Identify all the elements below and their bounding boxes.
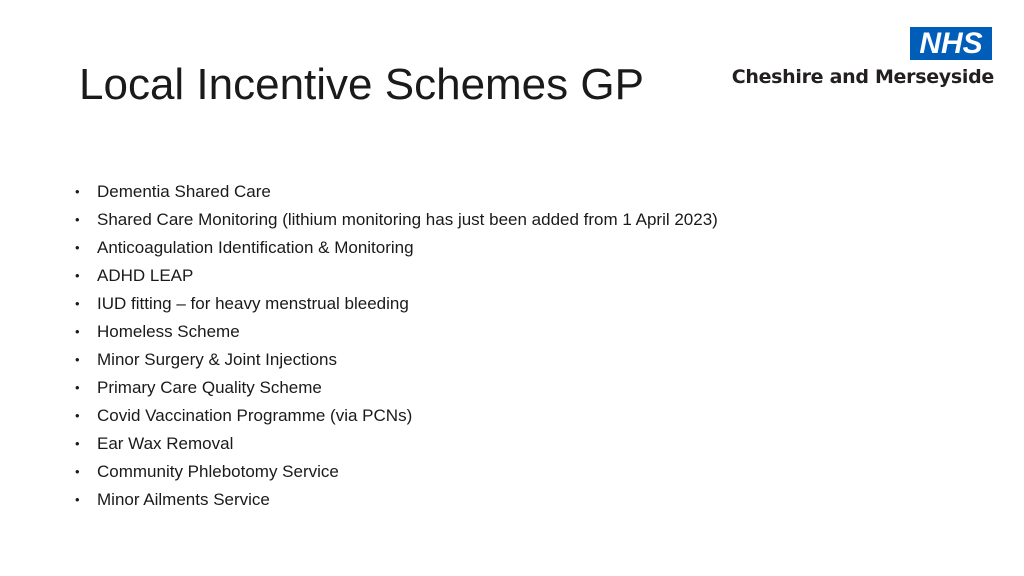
list-item-text: ADHD LEAP — [97, 266, 194, 285]
bullet-icon: • — [75, 184, 80, 199]
list-item-text: Minor Ailments Service — [97, 490, 270, 509]
list-item-text: Minor Surgery & Joint Injections — [97, 350, 337, 369]
list-item-text: Dementia Shared Care — [97, 182, 271, 201]
list-item-text: Shared Care Monitoring (lithium monitoring has just been added from 1 April 2023) — [97, 210, 718, 229]
bullet-icon: • — [75, 408, 80, 423]
bullet-icon: • — [75, 212, 80, 227]
list-item-text: Homeless Scheme — [97, 322, 240, 341]
bullet-icon: • — [75, 352, 80, 367]
bullet-icon: • — [75, 296, 80, 311]
bullet-icon: • — [75, 240, 80, 255]
page-title: Local Incentive Schemes GP — [79, 60, 644, 109]
nhs-brand-mark: NHS — [910, 27, 992, 60]
organisation-name: Cheshire and Merseyside — [731, 66, 994, 88]
list-item-text: Community Phlebotomy Service — [97, 462, 339, 481]
list-item-text: Primary Care Quality Scheme — [97, 378, 322, 397]
bullet-icon: • — [75, 268, 80, 283]
bullet-icon: • — [75, 380, 80, 395]
list-item-text: Anticoagulation Identification & Monitoring — [97, 238, 414, 257]
list-item-text: Ear Wax Removal — [97, 434, 234, 453]
list-item-text: IUD fitting – for heavy menstrual bleeding — [97, 294, 409, 313]
list-item-text: Covid Vaccination Programme (via PCNs) — [97, 406, 413, 425]
bullet-icon: • — [75, 492, 80, 507]
bullet-icon: • — [75, 324, 80, 339]
bullet-icon: • — [75, 464, 80, 479]
bullet-icon: • — [75, 436, 80, 451]
nhs-logo — [728, 27, 996, 93]
